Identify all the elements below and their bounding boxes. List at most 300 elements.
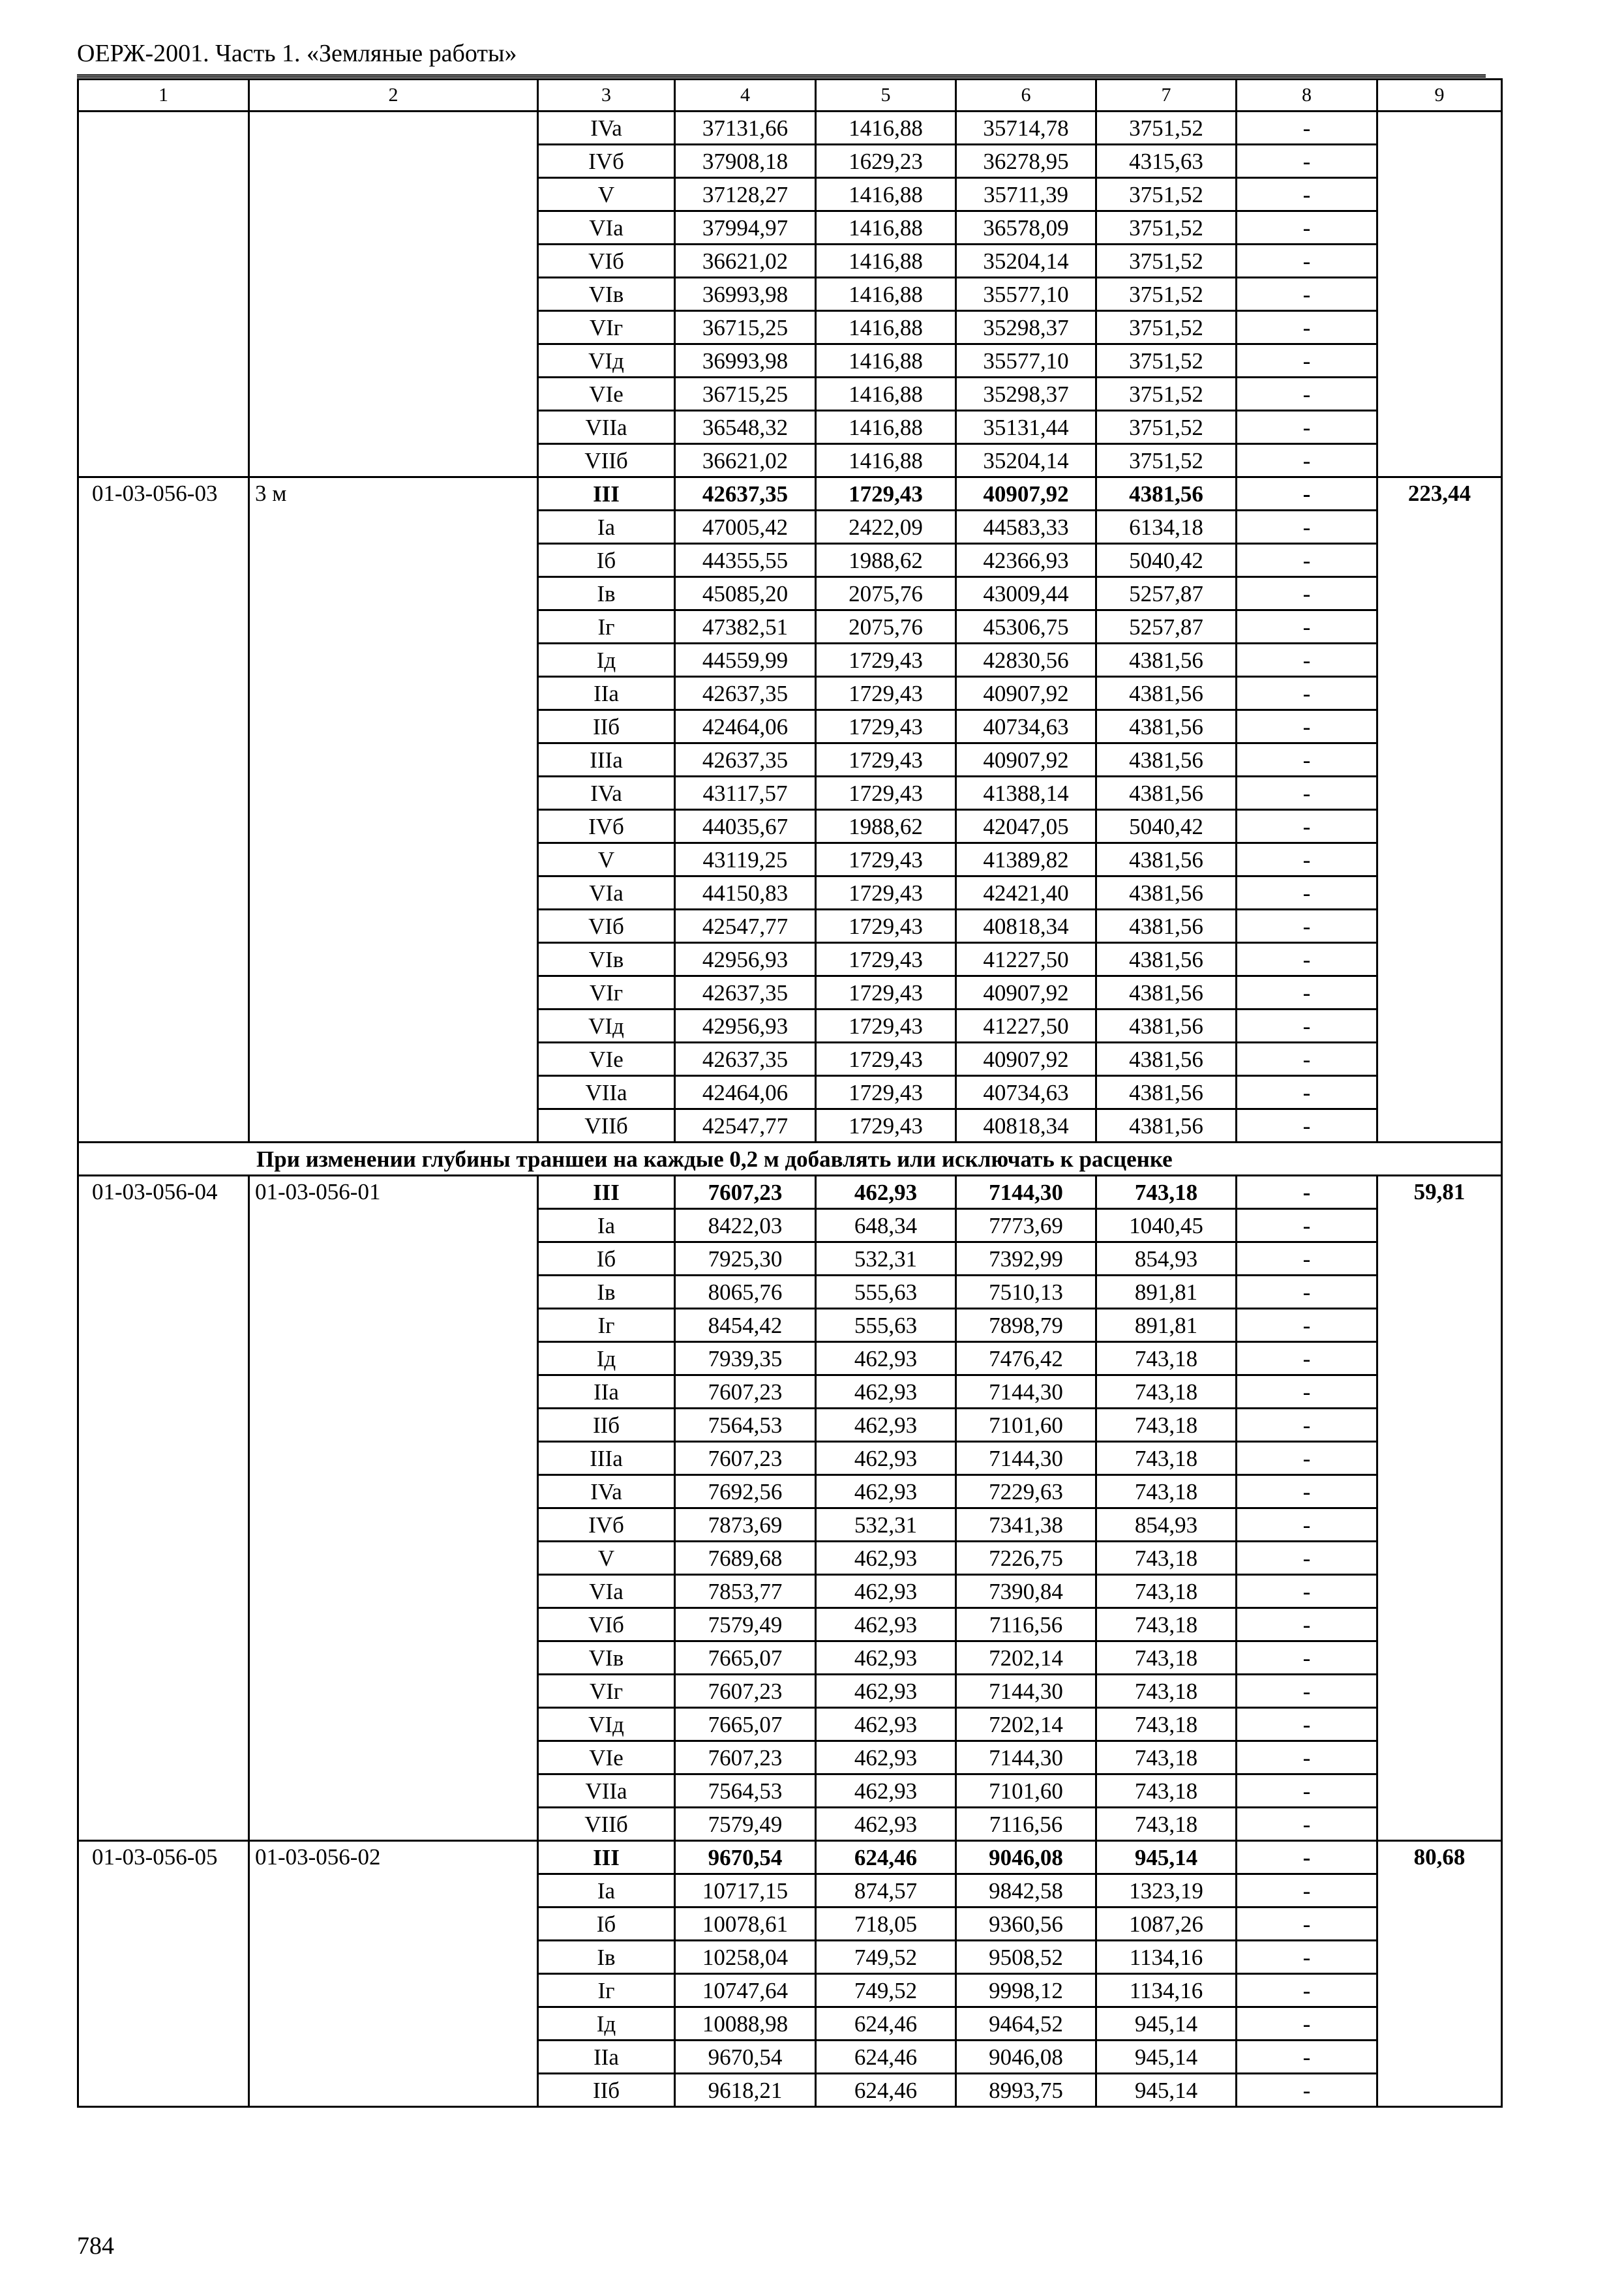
- machines-cost: 45306,75: [956, 610, 1096, 644]
- wages-cost: 462,93: [816, 1542, 956, 1575]
- machines-cost: 42421,40: [956, 876, 1096, 910]
- operators-wages: 5257,87: [1096, 577, 1237, 610]
- operators-wages: 4381,56: [1096, 910, 1237, 943]
- zone-cell: VIe: [538, 1043, 675, 1076]
- operators-wages: 743,18: [1096, 1409, 1237, 1442]
- machines-cost: 40818,34: [956, 1109, 1096, 1143]
- machines-cost: 40907,92: [956, 743, 1096, 777]
- machines-cost: 7144,30: [956, 1675, 1096, 1708]
- materials-cost: -: [1237, 2041, 1377, 2074]
- wages-cost: 1629,23: [816, 145, 956, 178]
- total-cost: 7607,23: [675, 1176, 816, 1209]
- zone-cell: IVa: [538, 1475, 675, 1508]
- zone-cell: Iв: [538, 577, 675, 610]
- operators-wages: 945,14: [1096, 2007, 1237, 2041]
- zone-cell: Iд: [538, 644, 675, 677]
- rate-code: 01-03-056-03: [78, 477, 249, 1143]
- operators-wages: 4381,56: [1096, 644, 1237, 677]
- zone-cell: VIд: [538, 1010, 675, 1043]
- total-cost: 7579,49: [675, 1608, 816, 1641]
- column-number: 4: [675, 80, 816, 112]
- operators-wages: 3751,52: [1096, 378, 1237, 411]
- table-row: [78, 1176, 1502, 1209]
- operators-wages: 945,14: [1096, 1841, 1237, 1874]
- machines-cost: 42366,93: [956, 544, 1096, 577]
- total-cost: 37908,18: [675, 145, 816, 178]
- machines-cost: 40907,92: [956, 1043, 1096, 1076]
- operators-wages: 1134,16: [1096, 1941, 1237, 1974]
- machines-cost: 35577,10: [956, 278, 1096, 311]
- materials-cost: -: [1237, 1974, 1377, 2007]
- operators-wages: 4381,56: [1096, 477, 1237, 511]
- machines-cost: 41227,50: [956, 1010, 1096, 1043]
- operators-wages: 743,18: [1096, 1542, 1237, 1575]
- operators-wages: 743,18: [1096, 1641, 1237, 1675]
- machines-cost: 40818,34: [956, 910, 1096, 943]
- wages-cost: 1988,62: [816, 544, 956, 577]
- machines-cost: 43009,44: [956, 577, 1096, 610]
- machines-cost: 42830,56: [956, 644, 1096, 677]
- zone-cell: VIIa: [538, 411, 675, 444]
- zone-cell: Iв: [538, 1941, 675, 1974]
- wages-cost: 462,93: [816, 1774, 956, 1808]
- materials-cost: -: [1237, 843, 1377, 876]
- wages-cost: 462,93: [816, 1409, 956, 1442]
- wages-cost: 624,46: [816, 2041, 956, 2074]
- zone-cell: Ia: [538, 1874, 675, 1908]
- operators-wages: 3751,52: [1096, 311, 1237, 344]
- rate-code: [78, 112, 249, 477]
- total-cost: 42637,35: [675, 677, 816, 710]
- zone-cell: VIг: [538, 311, 675, 344]
- rate-code: 01-03-056-05: [78, 1841, 249, 2107]
- wages-cost: 1416,88: [816, 344, 956, 378]
- materials-cost: -: [1237, 1808, 1377, 1841]
- machines-cost: 35298,37: [956, 378, 1096, 411]
- zone-cell: VIг: [538, 1675, 675, 1708]
- wages-cost: 1729,43: [816, 1010, 956, 1043]
- machines-cost: 7116,56: [956, 1808, 1096, 1841]
- wages-cost: 874,57: [816, 1874, 956, 1908]
- materials-cost: -: [1237, 943, 1377, 976]
- wages-cost: 749,52: [816, 1974, 956, 2007]
- total-cost: 44035,67: [675, 810, 816, 843]
- operators-wages: 4381,56: [1096, 677, 1237, 710]
- machines-cost: 41389,82: [956, 843, 1096, 876]
- materials-cost: -: [1237, 2007, 1377, 2041]
- wages-cost: 1416,88: [816, 444, 956, 477]
- materials-cost: -: [1237, 145, 1377, 178]
- wages-cost: 1416,88: [816, 245, 956, 278]
- materials-cost: -: [1237, 278, 1377, 311]
- operators-wages: 743,18: [1096, 1675, 1237, 1708]
- wages-cost: 462,93: [816, 1708, 956, 1741]
- operators-wages: 891,81: [1096, 1276, 1237, 1309]
- total-cost: 10717,15: [675, 1874, 816, 1908]
- materials-cost: -: [1237, 1242, 1377, 1276]
- materials-cost: -: [1237, 378, 1377, 411]
- total-cost: 42547,77: [675, 910, 816, 943]
- column-number: 7: [1096, 80, 1237, 112]
- zone-cell: IIIa: [538, 743, 675, 777]
- total-cost: 45085,20: [675, 577, 816, 610]
- wages-cost: 462,93: [816, 1375, 956, 1409]
- machines-cost: 7101,60: [956, 1774, 1096, 1808]
- total-cost: 42956,93: [675, 1010, 816, 1043]
- zone-cell: VIa: [538, 211, 675, 245]
- materials-cost: -: [1237, 1442, 1377, 1475]
- materials-cost: -: [1237, 1508, 1377, 1542]
- zone-cell: VIг: [538, 976, 675, 1010]
- total-cost: 7579,49: [675, 1808, 816, 1841]
- wages-cost: 749,52: [816, 1941, 956, 1974]
- machines-cost: 8993,75: [956, 2074, 1096, 2107]
- machines-cost: 7392,99: [956, 1242, 1096, 1276]
- materials-cost: -: [1237, 1908, 1377, 1941]
- column-number-row: [78, 80, 1502, 112]
- materials-cost: -: [1237, 544, 1377, 577]
- zone-cell: VIIб: [538, 444, 675, 477]
- machines-cost: 36578,09: [956, 211, 1096, 245]
- materials-cost: -: [1237, 1641, 1377, 1675]
- machines-cost: 35204,14: [956, 444, 1096, 477]
- wages-cost: 1729,43: [816, 1109, 956, 1143]
- total-cost: 42637,35: [675, 477, 816, 511]
- machines-cost: 7898,79: [956, 1309, 1096, 1342]
- column-number: 8: [1237, 80, 1377, 112]
- zone-cell: VIб: [538, 245, 675, 278]
- wages-cost: 1416,88: [816, 411, 956, 444]
- materials-cost: -: [1237, 1342, 1377, 1375]
- operators-wages: 4381,56: [1096, 943, 1237, 976]
- total-cost: 8422,03: [675, 1209, 816, 1242]
- total-cost: 7665,07: [675, 1641, 816, 1675]
- materials-cost: -: [1237, 677, 1377, 710]
- materials-cost: -: [1237, 1375, 1377, 1409]
- zone-cell: VIIб: [538, 1808, 675, 1841]
- wages-cost: 462,93: [816, 1741, 956, 1774]
- zone-cell: IIб: [538, 710, 675, 743]
- page-header: [77, 38, 1486, 78]
- total-cost: 36715,25: [675, 311, 816, 344]
- machines-cost: 40907,92: [956, 677, 1096, 710]
- materials-cost: -: [1237, 1575, 1377, 1608]
- wages-cost: 624,46: [816, 1841, 956, 1874]
- operators-wages: 3751,52: [1096, 245, 1237, 278]
- total-cost: 37128,27: [675, 178, 816, 211]
- total-cost: 37131,66: [675, 112, 816, 145]
- total-cost: 9670,54: [675, 2041, 816, 2074]
- total-cost: 36621,02: [675, 444, 816, 477]
- machines-cost: 7144,30: [956, 1741, 1096, 1774]
- wages-cost: 1729,43: [816, 976, 956, 1010]
- operators-wages: 5040,42: [1096, 544, 1237, 577]
- materials-cost: -: [1237, 1874, 1377, 1908]
- machines-cost: 9046,08: [956, 1841, 1096, 1874]
- machines-cost: 9842,58: [956, 1874, 1096, 1908]
- column-number: 9: [1377, 80, 1502, 112]
- total-cost: 36621,02: [675, 245, 816, 278]
- zone-cell: Iг: [538, 1309, 675, 1342]
- operators-wages: 743,18: [1096, 1608, 1237, 1641]
- zone-cell: V: [538, 178, 675, 211]
- table-body: [78, 112, 1502, 2107]
- machines-cost: 7101,60: [956, 1409, 1096, 1442]
- wages-cost: 1416,88: [816, 311, 956, 344]
- machines-cost: 44583,33: [956, 511, 1096, 544]
- wages-cost: 462,93: [816, 1575, 956, 1608]
- zone-cell: VIд: [538, 1708, 675, 1741]
- wages-cost: 462,93: [816, 1342, 956, 1375]
- materials-cost: -: [1237, 1675, 1377, 1708]
- materials-cost: -: [1237, 1109, 1377, 1143]
- wages-cost: 1416,88: [816, 278, 956, 311]
- machines-cost: 7341,38: [956, 1508, 1096, 1542]
- materials-cost: -: [1237, 1741, 1377, 1774]
- wages-cost: 1416,88: [816, 378, 956, 411]
- rate-name: [249, 112, 538, 477]
- total-cost: 42464,06: [675, 1076, 816, 1109]
- wages-cost: 555,63: [816, 1309, 956, 1342]
- materials-cost: -: [1237, 976, 1377, 1010]
- machines-cost: 7116,56: [956, 1608, 1096, 1641]
- zone-cell: VIa: [538, 876, 675, 910]
- materials-cost: -: [1237, 2074, 1377, 2107]
- materials-cost: -: [1237, 1841, 1377, 1874]
- zone-cell: Iд: [538, 2007, 675, 2041]
- machines-cost: 35711,39: [956, 178, 1096, 211]
- wages-cost: 1729,43: [816, 710, 956, 743]
- labor-costs: 223,44: [1377, 477, 1502, 1143]
- operators-wages: 743,18: [1096, 1475, 1237, 1508]
- wages-cost: 1416,88: [816, 112, 956, 145]
- total-cost: 8065,76: [675, 1276, 816, 1309]
- wages-cost: 1729,43: [816, 1076, 956, 1109]
- machines-cost: 9464,52: [956, 2007, 1096, 2041]
- operators-wages: 743,18: [1096, 1176, 1237, 1209]
- machines-cost: 9998,12: [956, 1974, 1096, 2007]
- total-cost: 10088,98: [675, 2007, 816, 2041]
- operators-wages: 945,14: [1096, 2041, 1237, 2074]
- wages-cost: 532,31: [816, 1508, 956, 1542]
- operators-wages: 743,18: [1096, 1708, 1237, 1741]
- wages-cost: 2075,76: [816, 610, 956, 644]
- machines-cost: 41388,14: [956, 777, 1096, 810]
- zone-cell: VIe: [538, 1741, 675, 1774]
- wages-cost: 624,46: [816, 2074, 956, 2107]
- total-cost: 36993,98: [675, 344, 816, 378]
- total-cost: 7689,68: [675, 1542, 816, 1575]
- table-row: [78, 1841, 1502, 1874]
- zone-cell: Iд: [538, 1342, 675, 1375]
- machines-cost: 7202,14: [956, 1641, 1096, 1675]
- total-cost: 7607,23: [675, 1741, 816, 1774]
- total-cost: 47382,51: [675, 610, 816, 644]
- wages-cost: 1416,88: [816, 211, 956, 245]
- total-cost: 7564,53: [675, 1409, 816, 1442]
- section-note: При изменении глубины траншеи на каждые 0,2 м добавлять или исключать к расценке: [78, 1143, 1502, 1176]
- zone-cell: IIa: [538, 1375, 675, 1409]
- machines-cost: 40907,92: [956, 976, 1096, 1010]
- materials-cost: -: [1237, 344, 1377, 378]
- operators-wages: 4381,56: [1096, 710, 1237, 743]
- zone-cell: III: [538, 1176, 675, 1209]
- total-cost: 10747,64: [675, 1974, 816, 2007]
- materials-cost: -: [1237, 910, 1377, 943]
- wages-cost: 462,93: [816, 1475, 956, 1508]
- operators-wages: 743,18: [1096, 1375, 1237, 1409]
- machines-cost: 41227,50: [956, 943, 1096, 976]
- machines-cost: 40734,63: [956, 710, 1096, 743]
- operators-wages: 4381,56: [1096, 976, 1237, 1010]
- materials-cost: -: [1237, 178, 1377, 211]
- wages-cost: 624,46: [816, 2007, 956, 2041]
- machines-cost: 35131,44: [956, 411, 1096, 444]
- machines-cost: 36278,95: [956, 145, 1096, 178]
- wages-cost: 462,93: [816, 1641, 956, 1675]
- machines-cost: 7510,13: [956, 1276, 1096, 1309]
- wages-cost: 1988,62: [816, 810, 956, 843]
- operators-wages: 4381,56: [1096, 876, 1237, 910]
- operators-wages: 743,18: [1096, 1575, 1237, 1608]
- machines-cost: 7144,30: [956, 1442, 1096, 1475]
- zone-cell: VIIб: [538, 1109, 675, 1143]
- operators-wages: 1323,19: [1096, 1874, 1237, 1908]
- rate-name: 01-03-056-02: [249, 1841, 538, 2107]
- total-cost: 7692,56: [675, 1475, 816, 1508]
- operators-wages: 3751,52: [1096, 112, 1237, 145]
- total-cost: 7607,23: [675, 1675, 816, 1708]
- wages-cost: 462,93: [816, 1442, 956, 1475]
- wages-cost: 555,63: [816, 1276, 956, 1309]
- zone-cell: VIб: [538, 910, 675, 943]
- operators-wages: 4381,56: [1096, 1043, 1237, 1076]
- operators-wages: 743,18: [1096, 1808, 1237, 1841]
- total-cost: 8454,42: [675, 1309, 816, 1342]
- total-cost: 36993,98: [675, 278, 816, 311]
- zone-cell: Iг: [538, 1974, 675, 2007]
- rate-name: 01-03-056-01: [249, 1176, 538, 1841]
- materials-cost: -: [1237, 444, 1377, 477]
- zone-cell: III: [538, 1841, 675, 1874]
- materials-cost: -: [1237, 1276, 1377, 1309]
- total-cost: 9670,54: [675, 1841, 816, 1874]
- zone-cell: III: [538, 477, 675, 511]
- zone-cell: V: [538, 843, 675, 876]
- materials-cost: -: [1237, 644, 1377, 677]
- machines-cost: 7144,30: [956, 1375, 1096, 1409]
- machines-cost: 42047,05: [956, 810, 1096, 843]
- machines-cost: 7773,69: [956, 1209, 1096, 1242]
- zone-cell: Iв: [538, 1276, 675, 1309]
- operators-wages: 3751,52: [1096, 211, 1237, 245]
- zone-cell: VIIa: [538, 1774, 675, 1808]
- wages-cost: 1729,43: [816, 876, 956, 910]
- zone-cell: V: [538, 1542, 675, 1575]
- machines-cost: 35714,78: [956, 112, 1096, 145]
- page-number: 784: [77, 2232, 114, 2260]
- machines-cost: 7226,75: [956, 1542, 1096, 1575]
- wages-cost: 462,93: [816, 1808, 956, 1841]
- operators-wages: 3751,52: [1096, 411, 1237, 444]
- table-row: [78, 112, 1502, 145]
- zone-cell: Iб: [538, 1242, 675, 1276]
- operators-wages: 4381,56: [1096, 1076, 1237, 1109]
- materials-cost: -: [1237, 810, 1377, 843]
- wages-cost: 1416,88: [816, 178, 956, 211]
- column-number: 3: [538, 80, 675, 112]
- machines-cost: 9508,52: [956, 1941, 1096, 1974]
- zone-cell: IIб: [538, 2074, 675, 2107]
- materials-cost: -: [1237, 1608, 1377, 1641]
- machines-cost: 7390,84: [956, 1575, 1096, 1608]
- operators-wages: 6134,18: [1096, 511, 1237, 544]
- materials-cost: -: [1237, 245, 1377, 278]
- materials-cost: -: [1237, 511, 1377, 544]
- operators-wages: 4315,63: [1096, 145, 1237, 178]
- operators-wages: 891,81: [1096, 1309, 1237, 1342]
- wages-cost: 2075,76: [816, 577, 956, 610]
- operators-wages: 4381,56: [1096, 843, 1237, 876]
- operators-wages: 743,18: [1096, 1774, 1237, 1808]
- wages-cost: 462,93: [816, 1608, 956, 1641]
- total-cost: 42637,35: [675, 743, 816, 777]
- total-cost: 7607,23: [675, 1375, 816, 1409]
- column-number: 1: [78, 80, 249, 112]
- rate-name: 3 м: [249, 477, 538, 1143]
- header-title: ОЕРЖ-2001. Часть 1. «Земляные работы»: [77, 40, 517, 67]
- zone-cell: IIб: [538, 1409, 675, 1442]
- machines-cost: 7144,30: [956, 1176, 1096, 1209]
- materials-cost: -: [1237, 1708, 1377, 1741]
- materials-cost: -: [1237, 311, 1377, 344]
- total-cost: 43119,25: [675, 843, 816, 876]
- materials-cost: -: [1237, 1774, 1377, 1808]
- operators-wages: 743,18: [1096, 1741, 1237, 1774]
- total-cost: 43117,57: [675, 777, 816, 810]
- materials-cost: -: [1237, 112, 1377, 145]
- wages-cost: 1729,43: [816, 1043, 956, 1076]
- materials-cost: -: [1237, 1542, 1377, 1575]
- column-number: 2: [249, 80, 538, 112]
- table-row: [78, 477, 1502, 511]
- wages-cost: 1729,43: [816, 843, 956, 876]
- operators-wages: 4381,56: [1096, 777, 1237, 810]
- note-row: [78, 1143, 1502, 1176]
- total-cost: 7853,77: [675, 1575, 816, 1608]
- wages-cost: 648,34: [816, 1209, 956, 1242]
- materials-cost: -: [1237, 1010, 1377, 1043]
- wages-cost: 532,31: [816, 1242, 956, 1276]
- zone-cell: IVa: [538, 112, 675, 145]
- materials-cost: -: [1237, 610, 1377, 644]
- wages-cost: 1729,43: [816, 477, 956, 511]
- total-cost: 7925,30: [675, 1242, 816, 1276]
- zone-cell: Ia: [538, 1209, 675, 1242]
- total-cost: 7564,53: [675, 1774, 816, 1808]
- total-cost: 42637,35: [675, 1043, 816, 1076]
- total-cost: 42637,35: [675, 976, 816, 1010]
- zone-cell: Iб: [538, 1908, 675, 1941]
- materials-cost: -: [1237, 710, 1377, 743]
- total-cost: 36548,32: [675, 411, 816, 444]
- operators-wages: 1040,45: [1096, 1209, 1237, 1242]
- total-cost: 36715,25: [675, 378, 816, 411]
- materials-cost: -: [1237, 211, 1377, 245]
- materials-cost: -: [1237, 876, 1377, 910]
- total-cost: 7665,07: [675, 1708, 816, 1741]
- operators-wages: 3751,52: [1096, 178, 1237, 211]
